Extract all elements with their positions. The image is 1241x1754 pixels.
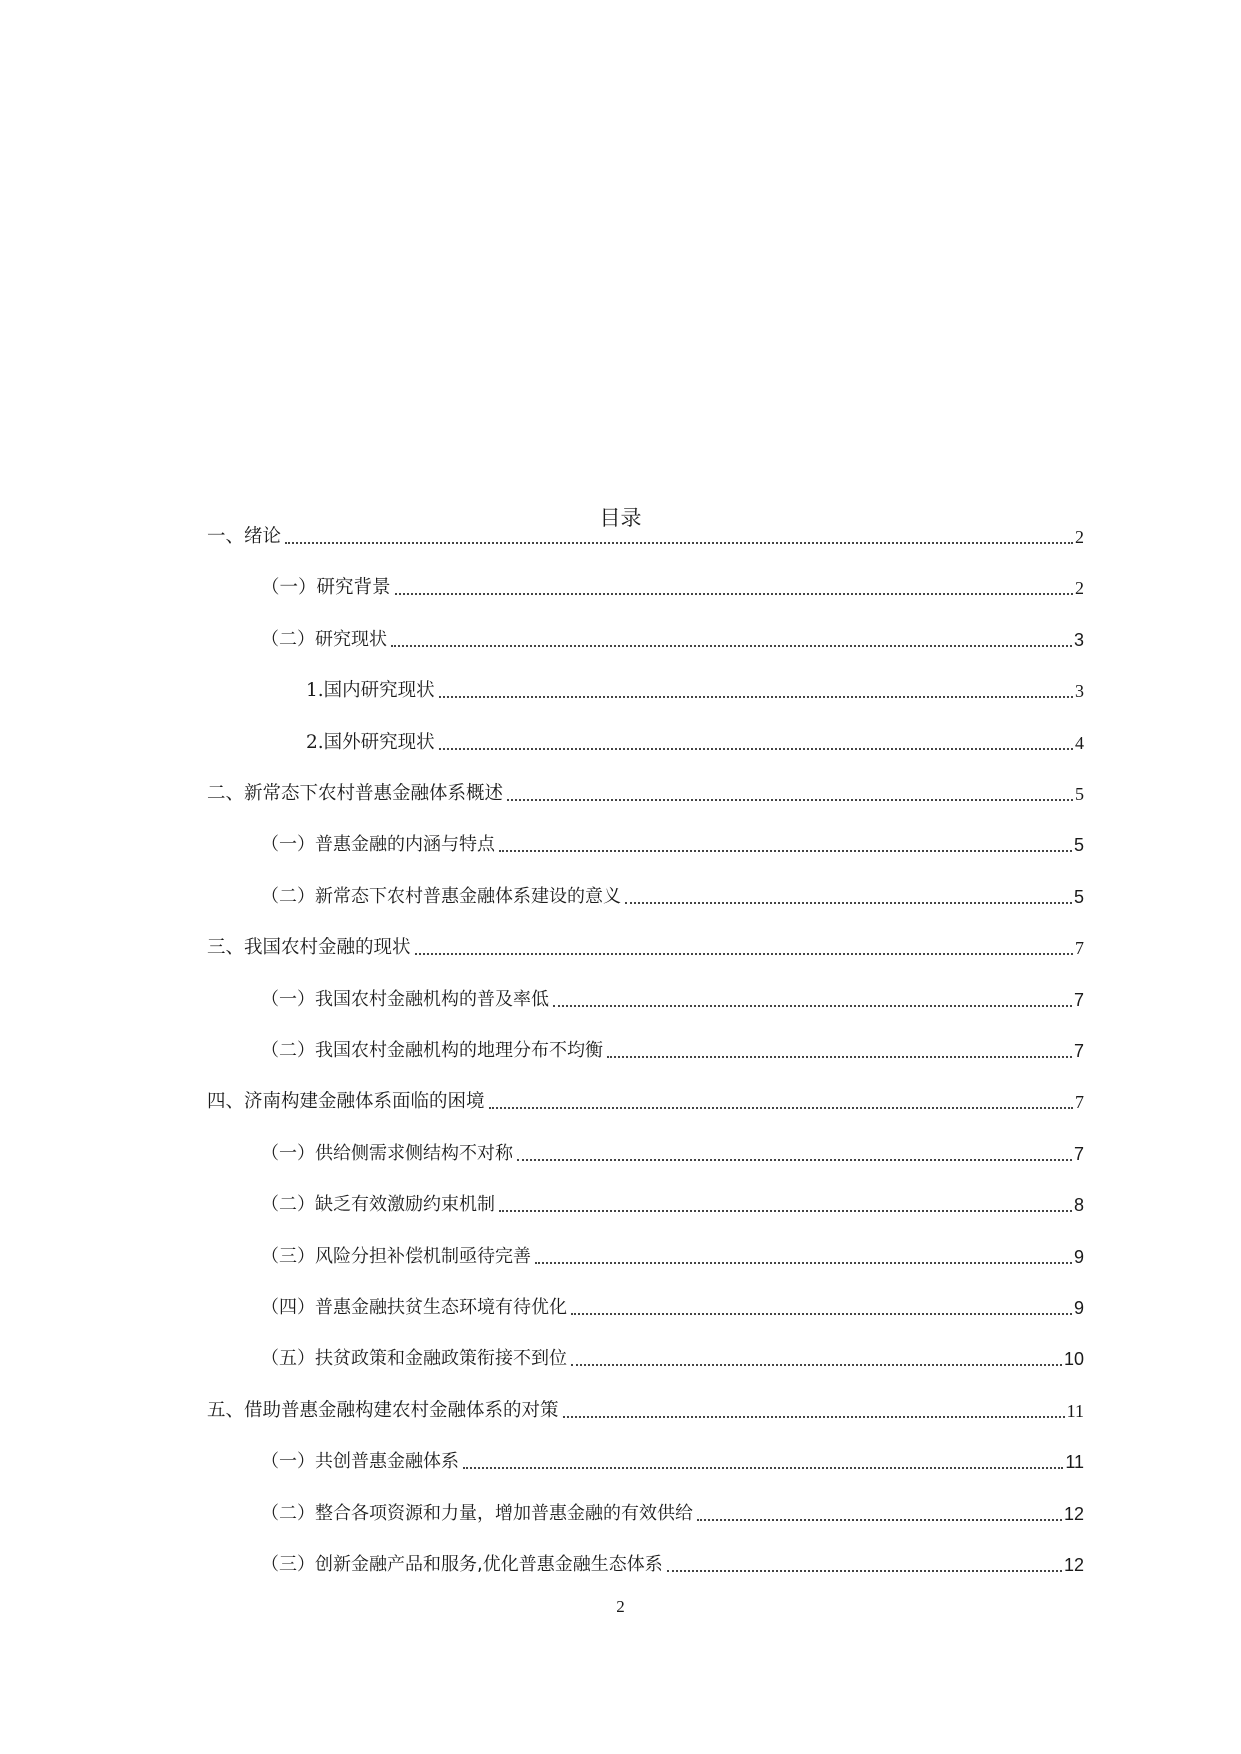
toc-entry-page: 2: [1075, 578, 1084, 599]
toc-leader-dots: [415, 953, 1073, 955]
toc-leader-dots: [553, 1005, 1072, 1007]
toc-entry[interactable]: [261, 573, 1084, 603]
toc-entry[interactable]: [261, 1293, 1084, 1323]
toc-entry-title: 一、绪论: [207, 526, 282, 547]
toc-entry-page: 4: [1075, 732, 1084, 753]
toc-entry[interactable]: [207, 522, 1084, 552]
toc-entry[interactable]: [261, 882, 1084, 912]
toc-entry-page: 3: [1073, 629, 1084, 650]
toc-leader-dots: [395, 593, 1073, 595]
toc-entry-page: 5: [1075, 784, 1084, 804]
toc-entry[interactable]: [261, 1550, 1084, 1580]
toc-entry-page: 9: [1073, 1298, 1084, 1318]
toc-entry[interactable]: [306, 728, 1084, 758]
toc-leader-dots: [571, 1313, 1072, 1315]
toc-entry-page: 3: [1075, 681, 1084, 702]
toc-entry[interactable]: [261, 1344, 1084, 1374]
toc-entry-page: 2: [1075, 527, 1084, 547]
toc-entry-title: （二）研究现状: [261, 628, 387, 650]
toc-entry-page: 12: [1063, 1503, 1084, 1524]
toc-entry[interactable]: [261, 830, 1084, 860]
toc-entry-page: 5: [1073, 886, 1084, 907]
toc-entry-page: 7: [1075, 1092, 1084, 1113]
toc-entry[interactable]: [261, 1447, 1084, 1477]
toc-leader-dots: [535, 1262, 1072, 1264]
toc-entry-title: （二）缺乏有效激励约束机制: [261, 1194, 495, 1216]
toc-entry-title: 二、新常态下农村普惠金融体系概述: [207, 783, 504, 804]
toc-entry-page: 7: [1075, 938, 1084, 959]
toc-entry-title: （一）普惠金融的内涵与特点: [261, 834, 495, 856]
toc-leader-dots: [499, 850, 1072, 852]
toc-entry-title: （四）普惠金融扶贫生态环境有待优化: [261, 1297, 567, 1318]
toc-entry[interactable]: [261, 985, 1084, 1015]
toc-entry-title: （二）我国农村金融机构的地理分布不均衡: [261, 1040, 603, 1061]
toc-leader-dots: [489, 1107, 1073, 1109]
toc-entry-title: （五）扶贫政策和金融政策衔接不到位: [261, 1348, 567, 1370]
toc-entry-page: 11: [1065, 1452, 1084, 1473]
toc-entry[interactable]: [306, 676, 1084, 706]
toc-entry-page: 10: [1063, 1349, 1084, 1370]
toc-leader-dots: [507, 799, 1073, 801]
toc-entry[interactable]: [261, 1242, 1084, 1272]
toc-leader-dots: [463, 1467, 1063, 1469]
toc-leader-dots: [391, 645, 1072, 647]
toc-entry[interactable]: [207, 1087, 1084, 1117]
toc-entry-title: 2.国外研究现状: [306, 731, 435, 753]
toc-entry-title: （一）供给侧需求侧结构不对称: [261, 1142, 513, 1164]
toc-entry-page: 8: [1073, 1195, 1084, 1216]
toc-leader-dots: [563, 1416, 1065, 1418]
toc-entry-title: （二）整合各项资源和力量，增加普惠金融的有效供给: [261, 1502, 693, 1524]
toc-entry-title: （三）风险分担补偿机制亟待完善: [261, 1245, 531, 1267]
toc-leader-dots: [439, 748, 1073, 750]
toc-entry-page: 9: [1073, 1246, 1084, 1267]
toc-leader-dots: [517, 1159, 1072, 1161]
toc-entry-title: （二）新常态下农村普惠金融体系建设的意义: [261, 885, 621, 907]
toc-entry-page: 7: [1073, 989, 1084, 1010]
toc-entry-title: 五、借助普惠金融构建农村金融体系的对策: [207, 1399, 559, 1421]
toc-entry-page: 5: [1073, 835, 1084, 856]
toc-entry-page: 11: [1066, 1400, 1084, 1421]
toc-entry-title: （一）我国农村金融机构的普及率低: [261, 988, 549, 1010]
toc-entry[interactable]: [261, 1139, 1084, 1169]
toc-entry-title: （一）研究背景: [261, 577, 391, 599]
toc-entry-title: 三、我国农村金融的现状: [207, 937, 411, 959]
toc-leader-dots: [697, 1519, 1062, 1521]
toc-entry-title: 四、济南构建金融体系面临的困境: [207, 1091, 485, 1113]
toc-entry[interactable]: [261, 1036, 1084, 1066]
toc-leader-dots: [499, 1210, 1072, 1212]
toc-entry[interactable]: [207, 933, 1084, 963]
toc-entry[interactable]: [261, 625, 1084, 655]
toc-entry[interactable]: [207, 779, 1084, 809]
toc-entry-page: 12: [1063, 1555, 1084, 1575]
toc-entry-title: 1.国内研究现状: [306, 680, 435, 702]
toc-leader-dots: [285, 542, 1073, 544]
toc-entry-title: （一）共创普惠金融体系: [261, 1451, 459, 1473]
toc-leader-dots: [625, 902, 1072, 904]
toc-entry[interactable]: [261, 1190, 1084, 1220]
toc-entry-page: 7: [1073, 1041, 1084, 1061]
toc-entry-page: 7: [1073, 1143, 1084, 1164]
toc-entry-title: （三）创新金融产品和服务,优化普惠金融生态体系: [261, 1554, 663, 1575]
toc-entry[interactable]: [207, 1396, 1084, 1426]
toc-leader-dots: [667, 1570, 1062, 1572]
toc-title: 目录: [599, 506, 642, 530]
toc-leader-dots: [439, 696, 1073, 698]
toc-entry[interactable]: [261, 1499, 1084, 1529]
toc-leader-dots: [607, 1056, 1072, 1058]
page-number: 2: [616, 1597, 625, 1616]
toc-leader-dots: [571, 1364, 1062, 1366]
